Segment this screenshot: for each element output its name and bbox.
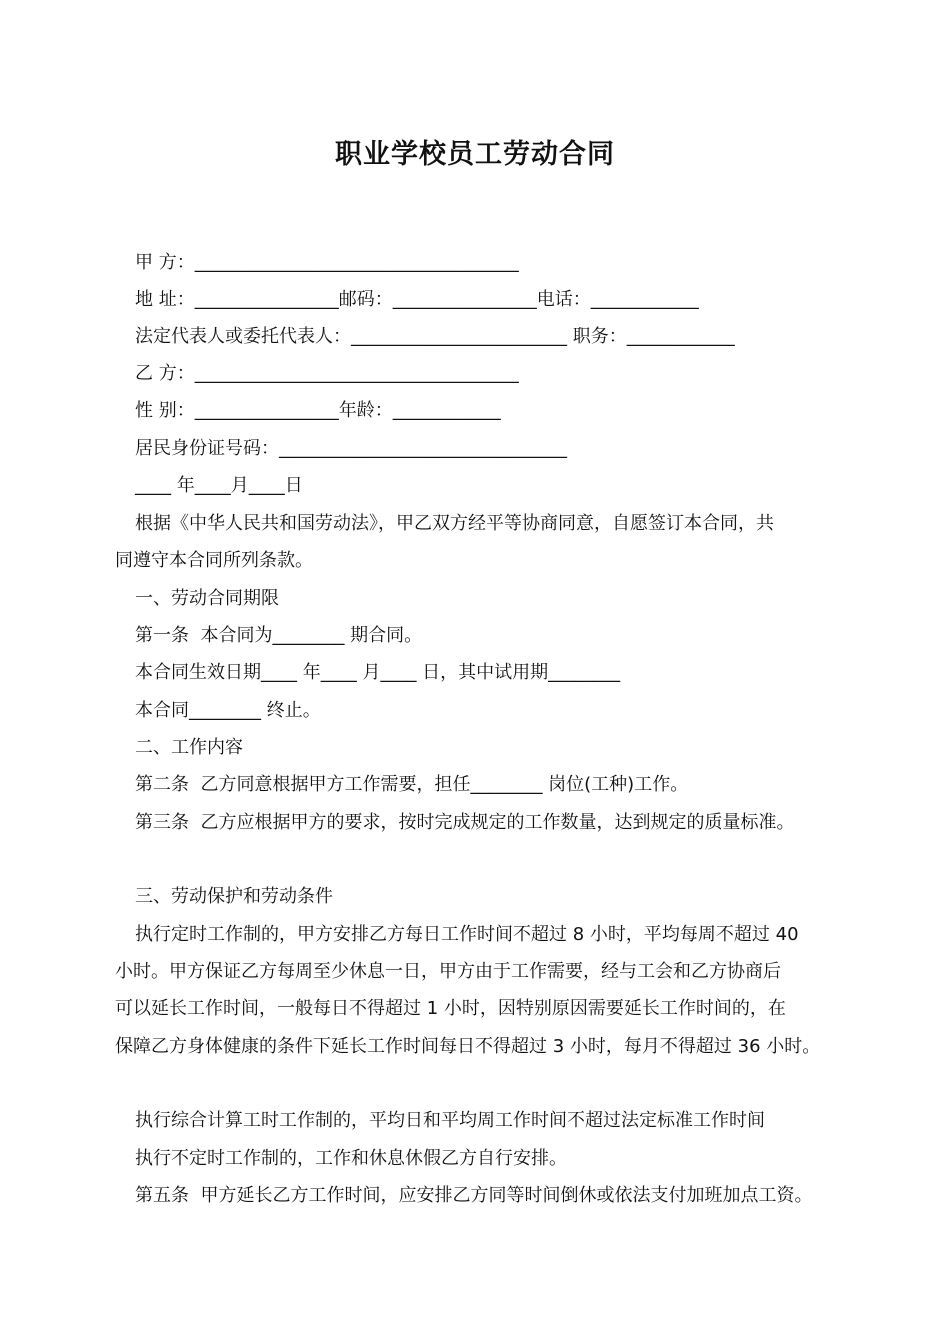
party-b-line: 乙 方：____________________________________	[135, 363, 519, 384]
gender-age-line: 性 别：________________年龄：____________	[135, 400, 501, 421]
section-heading-1: 一、劳动合同期限	[135, 588, 279, 609]
article-2: 第二条 乙方同意根据甲方工作需要，担任________ 岗位(工种)工作。	[135, 774, 689, 795]
article-1: 第一条 本合同为________ 期合同。	[135, 625, 423, 646]
working-hours-line-3: 可以延长工作时间，一般每日不得超过 1 小时，因特别原因需要延长工作时间的，在	[115, 998, 786, 1019]
working-hours-line-2: 小时。甲方保证乙方每周至少休息一日，甲方由于工作需要，经与工会和乙方协商后	[115, 961, 781, 982]
article-5: 第五条 甲方延长乙方工作时间，应安排乙方同等时间倒休或依法支付加班加点工资。	[135, 1185, 813, 1206]
address-line: 地 址：________________邮码：________________电话：____________	[135, 289, 699, 310]
effective-date-line: 本合同生效日期____ 年____ 月____ 日，其中试用期________	[135, 662, 621, 683]
document-title: 职业学校员工劳动合同	[335, 139, 615, 170]
flexible-hours-line: 执行不定时工作制的，工作和休息休假乙方自行安排。	[135, 1148, 567, 1169]
party-a-line: 甲 方：____________________________________	[135, 252, 519, 273]
id-number-line: 居民身份证号码：________________________________	[135, 438, 567, 459]
date-line: ____ 年____月____日	[135, 475, 303, 496]
section-heading-2: 二、工作内容	[135, 737, 243, 758]
comprehensive-hours-line: 执行综合计算工时工作制的，平均日和平均周工作时间不超过法定标准工作时间	[135, 1110, 765, 1131]
section-heading-3: 三、劳动保护和劳动条件	[135, 886, 333, 907]
article-3: 第三条 乙方应根据甲方的要求，按时完成规定的工作数量，达到规定的质量标准。	[135, 812, 795, 833]
working-hours-line-4: 保障乙方身体健康的条件下延长工作时间每日不得超过 3 小时，每月不得超过 36 小时。	[115, 1036, 821, 1057]
legal-representative-line: 法定代表人或委托代表人：________________________ 职务：____________	[135, 326, 735, 347]
termination-line: 本合同________ 终止。	[135, 700, 321, 721]
working-hours-line-1: 执行定时工作制的，甲方安排乙方每日工作时间不超过 8 小时，平均每周不超过 40	[135, 924, 799, 945]
preamble-line-2: 同遵守本合同所列条款。	[115, 550, 313, 571]
preamble-line-1: 根据《中华人民共和国劳动法》，甲乙双方经平等协商同意，自愿签订本合同，共	[135, 513, 774, 534]
